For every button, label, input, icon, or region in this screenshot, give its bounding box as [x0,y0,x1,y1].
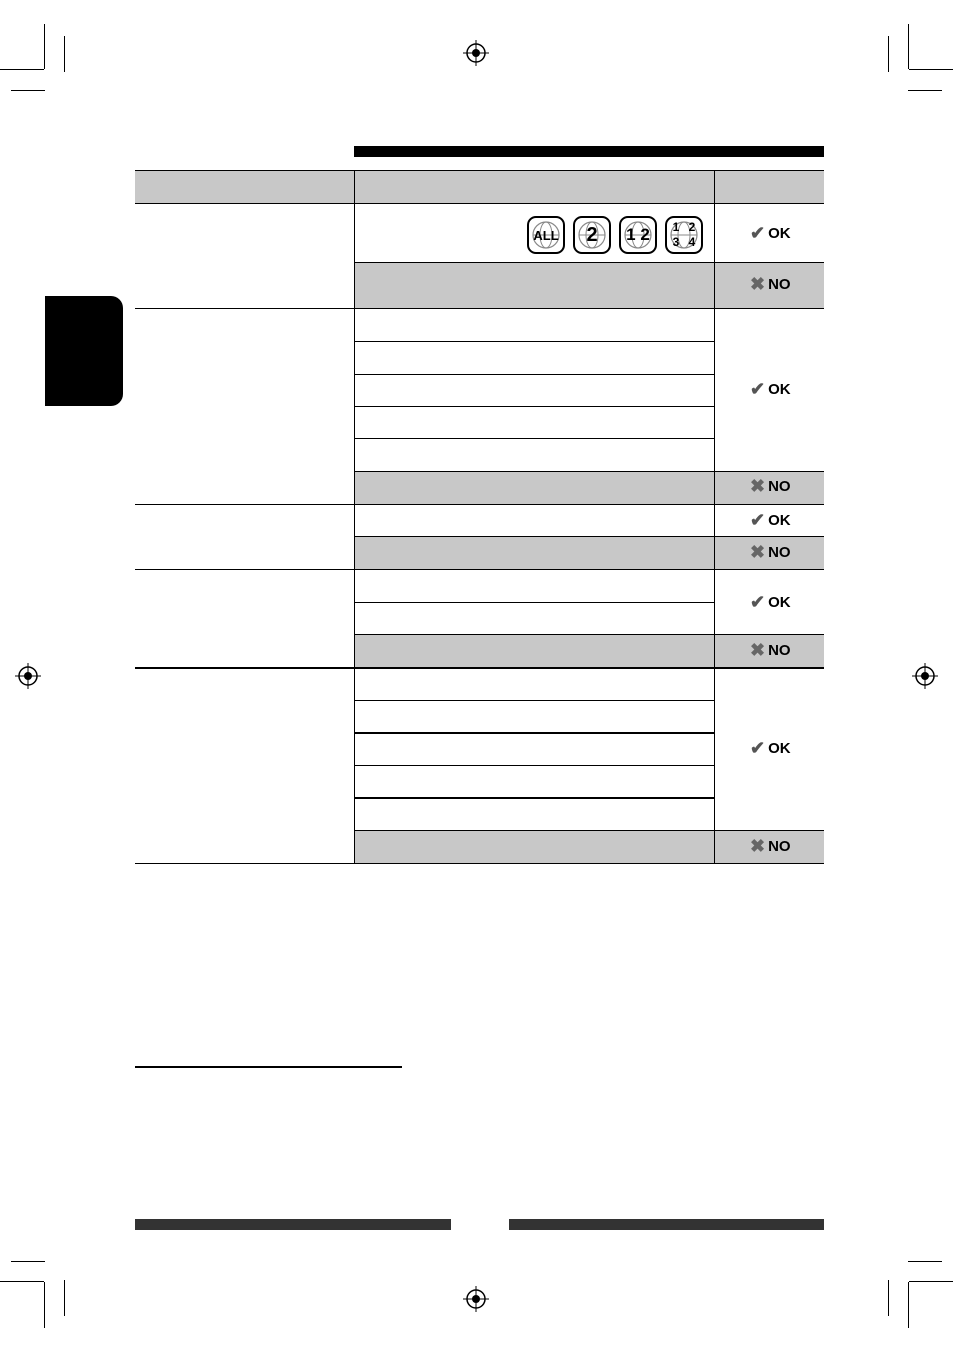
row-divider [354,406,714,407]
crop-mark [909,69,953,70]
cross-icon: ✖ [750,542,766,562]
cross-icon: ✖ [750,640,766,660]
region-1-2-icon: 1 2 [619,216,657,254]
ok-badge: ✔ OK [750,738,791,758]
check-icon: ✔ [750,510,766,530]
registration-mark-icon [912,663,938,689]
region-2-icon: 2 [573,216,611,254]
row-divider [354,341,714,342]
language-side-tab [45,296,123,406]
no-badge: ✖ NO [750,274,791,294]
table-header-playable [714,170,824,204]
no-badge: ✖ NO [750,542,791,562]
no-badge: ✖ NO [750,836,791,856]
row-divider [354,602,714,603]
region-1-2-3-4-icon: 1 2 3 4 [665,216,703,254]
crop-mark [0,1281,44,1282]
no-badge: ✖ NO [750,476,791,496]
cross-icon: ✖ [750,274,766,294]
row-divider [354,536,824,537]
crop-mark [11,1261,45,1262]
group-divider [135,863,824,864]
row-divider [354,700,714,701]
playable-discs-table [135,170,824,864]
region-all-icon: ALL [527,216,565,254]
row-divider [354,765,714,766]
registration-mark-icon [463,1286,489,1312]
footer-bar-right [509,1219,824,1230]
crop-mark [44,24,45,69]
row-divider [354,732,714,734]
table-header-disc-type [135,170,354,204]
crop-mark [64,36,65,72]
crop-mark [44,1282,45,1328]
no-badge: ✖ NO [750,640,791,660]
registration-mark-icon [15,663,41,689]
cross-icon: ✖ [750,476,766,496]
row-divider [354,471,824,472]
crop-mark [908,1282,909,1328]
check-icon: ✔ [750,738,766,758]
check-icon: ✔ [750,223,766,243]
ok-badge: ✔ OK [750,592,791,612]
row-divider [354,374,714,375]
row-divider [354,262,824,263]
group-divider [135,504,824,505]
crop-mark [11,90,45,91]
crop-mark [908,90,942,91]
crop-mark [64,1280,65,1316]
crop-mark [908,1261,942,1262]
cross-icon: ✖ [750,836,766,856]
row-divider [354,830,824,831]
group-divider [135,308,824,309]
crop-mark [908,24,909,69]
ok-badge: ✔ OK [750,510,791,530]
table-header-format [354,170,714,204]
crop-mark [0,69,44,70]
footer-bar-left [135,1219,451,1230]
section-underline [135,1066,402,1068]
registration-mark-icon [463,40,489,66]
check-icon: ✔ [750,592,766,612]
crop-mark [888,1280,889,1316]
section-title-bar [354,146,824,157]
row-divider [354,634,824,635]
column-divider [714,204,715,864]
group-divider [135,569,824,570]
check-icon: ✔ [750,379,766,399]
row-divider [354,797,714,799]
group-divider [135,667,824,669]
row-divider [354,438,714,439]
ok-badge: ✔ OK [750,379,791,399]
ok-badge: ✔ OK [750,223,791,243]
crop-mark [888,36,889,72]
crop-mark [909,1281,953,1282]
